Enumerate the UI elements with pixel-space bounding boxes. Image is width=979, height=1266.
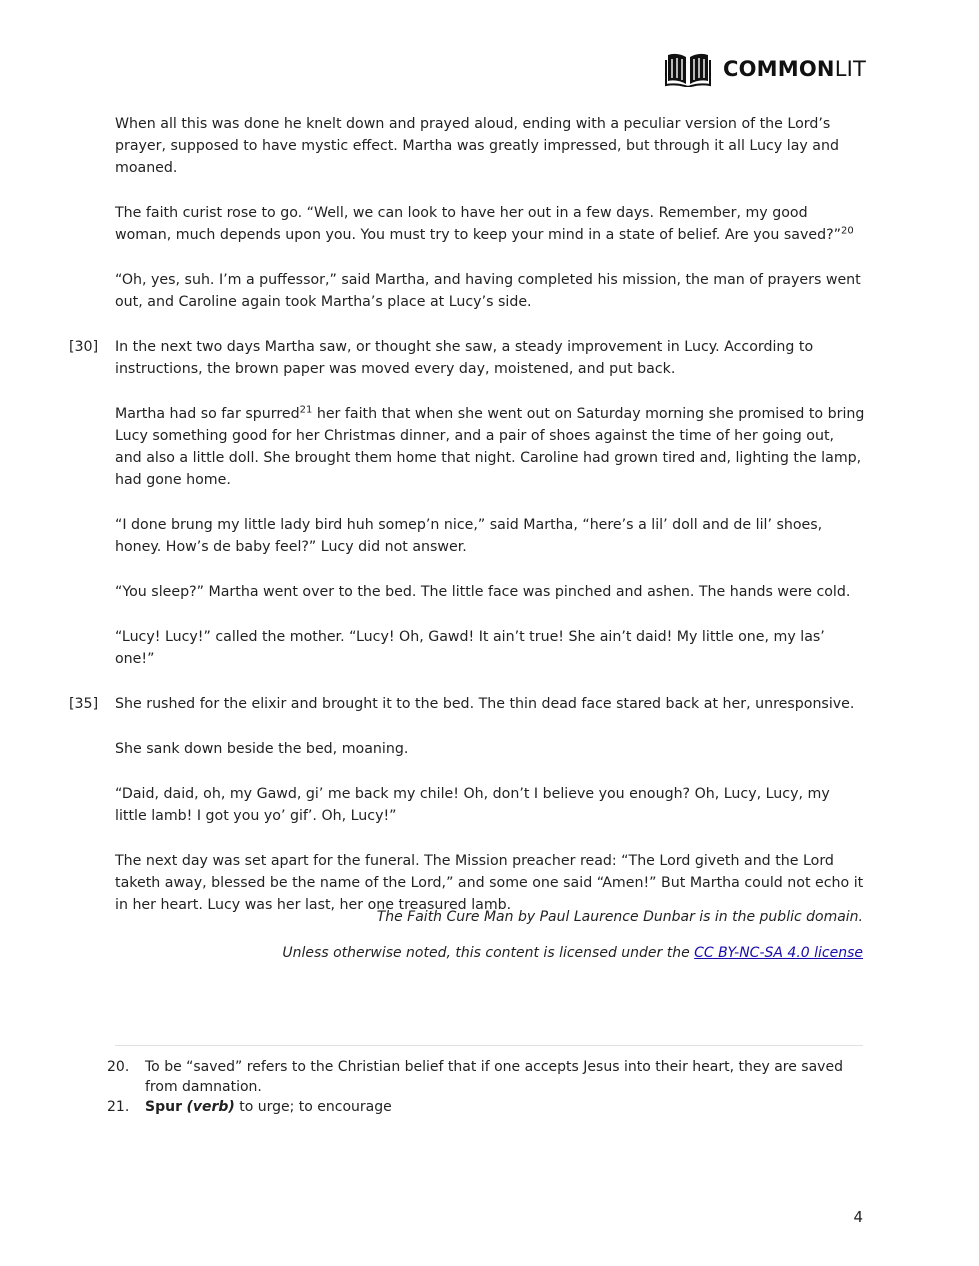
paragraph-number: [30]	[69, 339, 99, 355]
paragraph-text: The faith curist rose to go. “Well, we can look to have her out in a few days. Remember, my good woman, much depends upon you. You must try to keep your mind in a state of belief. Are you saved?”	[115, 205, 841, 243]
paragraph-text: In the next two days Martha saw, or thought she saw, a steady improvement in Lucy. According to instructions, the brown paper was moved every day, moistened, and put back.	[115, 339, 814, 377]
paragraph	[115, 514, 865, 558]
footnote-term: Spur	[145, 1099, 182, 1115]
page-number: 4	[853, 1208, 863, 1226]
footnote-number: 21.	[107, 1099, 130, 1115]
paragraph	[115, 269, 865, 313]
public-domain-note: The Faith Cure Man by Paul Laurence Dunbar is in the public domain.	[376, 909, 863, 925]
paragraph-text: Martha had so far spurred	[115, 406, 300, 422]
paragraph	[69, 336, 865, 380]
footnote-body	[145, 1097, 863, 1117]
open-book-icon	[665, 51, 711, 87]
commonlit-logo	[665, 51, 866, 87]
paragraph	[115, 738, 865, 760]
paragraph-text: She rushed for the elixir and brought it to the bed. The thin dead face stared back at her, unresponsive.	[115, 696, 855, 712]
paragraph-text: The next day was set apart for the funeral. The Mission preacher read: “The Lord giveth and the Lord taketh away, blessed be the name of the Lord,” and some one said “Amen!” But Martha could not echo it in her heart. Lucy was her last, her one treasured lamb.	[115, 853, 864, 913]
footnote-number: 20.	[107, 1059, 130, 1075]
footnote-text: To be “saved” refers to the Christian belief that if one accepts Jesus into their heart, they are saved from damnation.	[145, 1059, 843, 1095]
paragraph	[115, 581, 865, 603]
logo-light: LIT	[834, 57, 867, 81]
paragraph	[69, 693, 865, 715]
story-text	[69, 113, 865, 939]
paragraph	[115, 113, 865, 179]
paragraph	[115, 202, 865, 246]
logo-bold: COMMON	[723, 57, 835, 81]
paragraph-number: [35]	[69, 696, 99, 712]
paragraph-text: When all this was done he knelt down and prayed aloud, ending with a peculiar version of the Lord’s prayer, supposed to have mystic effect. Martha was greatly impressed, but through it all Lucy lay and moaned.	[115, 116, 839, 176]
license-prefix: Unless otherwise noted, this content is licensed under the	[282, 945, 695, 961]
paragraph	[115, 783, 865, 827]
paragraph-text: “Oh, yes, suh. I’m a puffessor,” said Martha, and having completed his mission, the man of prayers went out, and Caroline again took Martha’s place at Lucy’s side.	[115, 272, 861, 310]
footnote-ref[interactable]: 21	[299, 404, 313, 416]
paragraph	[115, 403, 865, 491]
footnote-ref[interactable]: 20	[840, 225, 854, 237]
paragraph-text: She sank down beside the bed, moaning.	[115, 741, 409, 757]
paragraph-text: “You sleep?” Martha went over to the bed. The little face was pinched and ashen. The hands were cold.	[115, 584, 851, 600]
paragraph-text: “Lucy! Lucy!” called the mother. “Lucy! Oh, Gawd! It ain’t true! She ain’t daid! My little one, my las’ one!”	[115, 629, 825, 667]
footnote	[107, 1057, 863, 1097]
paragraph	[115, 626, 865, 670]
logo-wordmark	[723, 57, 866, 81]
footnotes	[107, 1057, 863, 1117]
footnote	[107, 1097, 863, 1117]
paragraph-text: “Daid, daid, oh, my Gawd, gi’ me back my chile! Oh, don’t I believe you enough? Oh, Lucy, Lucy, my little lamb! I got you yo’ gif’. Oh, Lucy!”	[115, 786, 830, 824]
footnote-text: to urge; to encourage	[234, 1099, 392, 1115]
license-link[interactable]: CC BY-NC-SA 4.0 license	[694, 945, 863, 961]
footnote-pos: (verb)	[186, 1099, 235, 1115]
license-note	[115, 942, 863, 964]
credits	[115, 906, 863, 978]
paragraph-text-continued: her faith that when she went out on Saturday morning she promised to bring Lucy something good for her Christmas dinner, and a pair of shoes against the time of her going out, and also a little doll. She brought them home that night. Caroline had grown tired and, lighting the lamp, had gone home.	[115, 406, 865, 488]
footnote-divider	[115, 1045, 863, 1046]
paragraph-text: “I done brung my little lady bird huh somep’n nice,” said Martha, “here’s a lil’ doll and de lil’ shoes, honey. How’s de baby feel?” Lucy did not answer.	[115, 517, 823, 555]
